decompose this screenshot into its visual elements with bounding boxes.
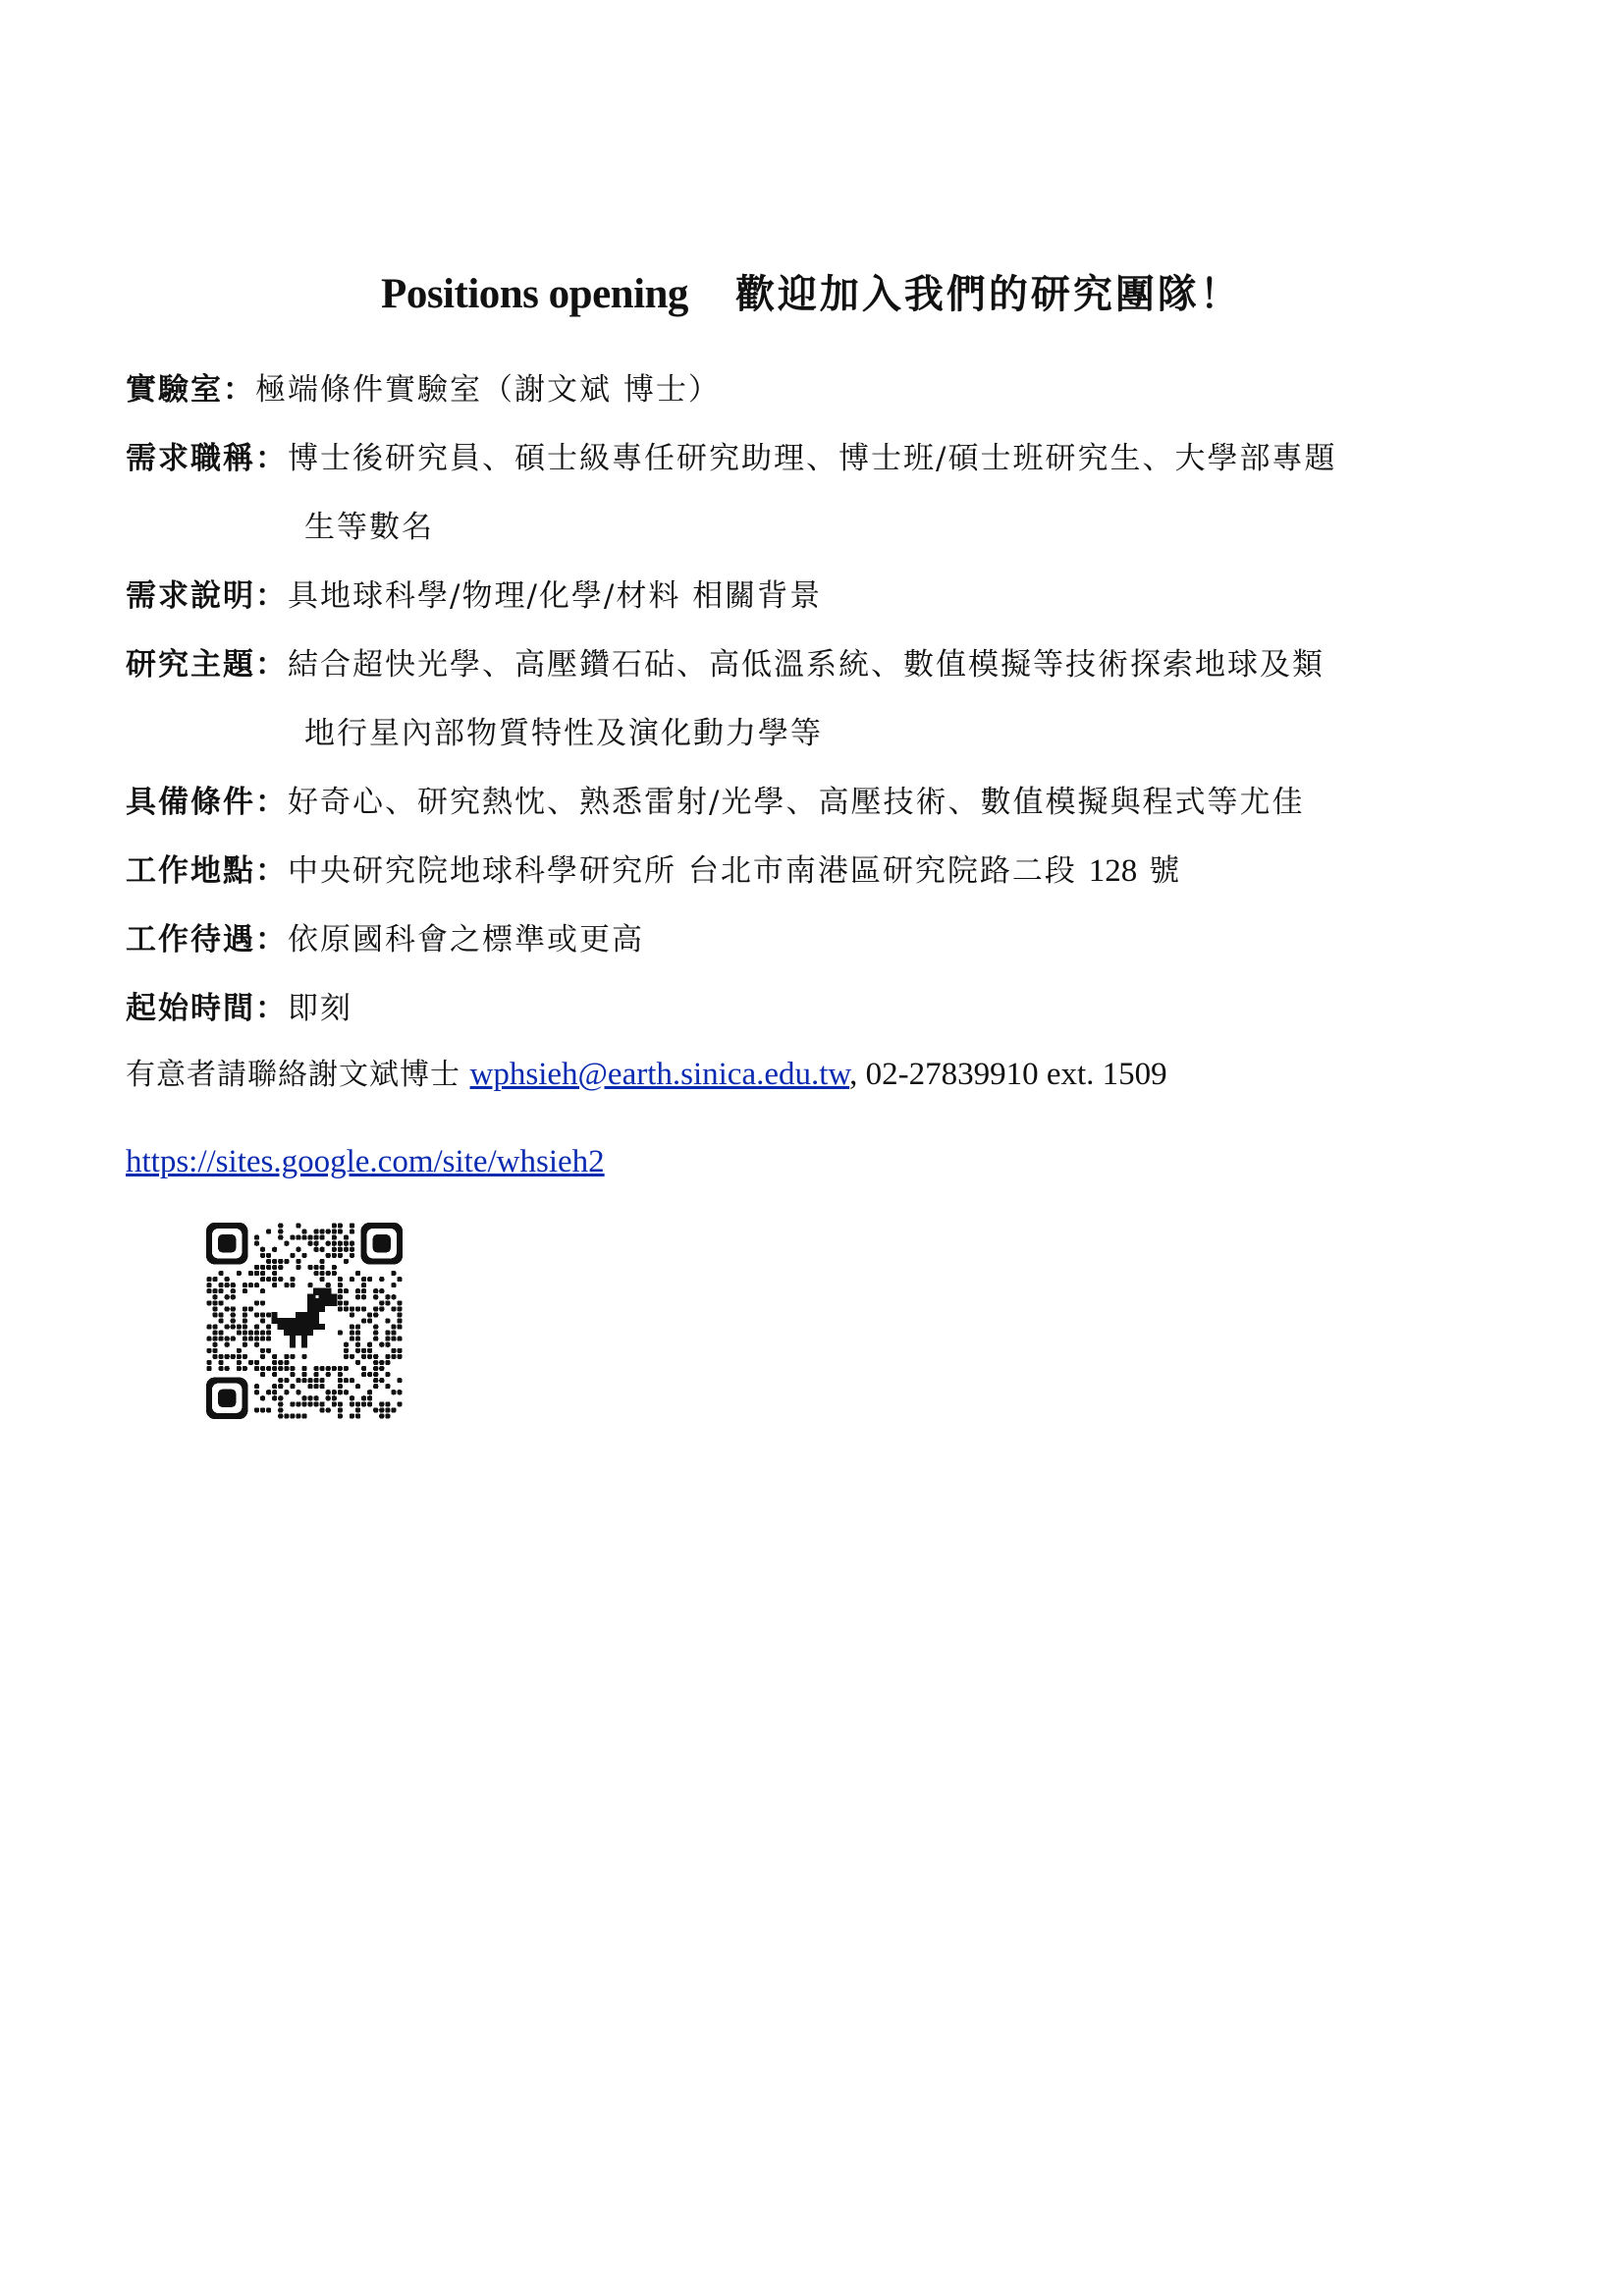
field-lab bbox=[126, 355, 721, 424]
field-value: 好奇心、研究熱忱、熟悉雷射/光學、高壓技術、數值模擬與程式等尤佳 bbox=[288, 785, 1305, 820]
qr-code-icon bbox=[206, 1223, 403, 1419]
contact-phone: , 02-27839910 ext. 1509 bbox=[849, 1057, 1167, 1092]
field-location bbox=[126, 837, 1181, 905]
field-research-topics bbox=[126, 630, 1325, 699]
field-value bbox=[288, 837, 1181, 905]
email-link[interactable]: wphsieh@earth.sinica.edu.tw bbox=[469, 1057, 850, 1092]
field-requirements bbox=[126, 562, 822, 630]
contact-prefix: 有意者請聯絡謝文斌博士 bbox=[126, 1058, 460, 1092]
field-value: 結合超快光學、高壓鑽石砧、高低溫系統、數值模擬等技術探索地球及類 bbox=[288, 647, 1325, 683]
title-chinese: 歡迎加入我們的研究團隊！ bbox=[734, 271, 1242, 317]
field-label: 起始時間： bbox=[126, 991, 288, 1026]
field-value: 依原國科會之標準或更高 bbox=[288, 922, 644, 957]
address-suffix: 號 bbox=[1149, 853, 1182, 889]
field-label: 需求職稱： bbox=[126, 441, 288, 476]
field-positions bbox=[126, 424, 1336, 493]
address-text: 中央研究院地球科學研究所 台北市南港區研究院路二段 bbox=[288, 853, 1077, 889]
field-label: 工作待遇： bbox=[126, 922, 288, 957]
website-link[interactable]: https://sites.google.com/site/whsieh2 bbox=[126, 1144, 605, 1179]
field-label: 工作地點： bbox=[126, 853, 288, 889]
title-english: Positions opening bbox=[381, 271, 688, 317]
contact-line bbox=[126, 1047, 1167, 1103]
field-value: 極端條件實驗室（謝文斌 博士） bbox=[255, 372, 721, 408]
website-line bbox=[126, 1134, 605, 1194]
field-value: 地行星內部物質特性及演化動力學等 bbox=[304, 716, 823, 751]
field-value: 即刻 bbox=[288, 991, 352, 1026]
field-start-time bbox=[126, 974, 352, 1043]
field-qualifications bbox=[126, 768, 1304, 837]
field-value: 博士後研究員、碩士級專任研究助理、博士班/碩士班研究生、大學部專題 bbox=[288, 441, 1337, 476]
page-title bbox=[0, 263, 1623, 319]
field-positions-continued bbox=[304, 493, 434, 562]
address-number: 128 bbox=[1088, 853, 1138, 889]
field-value: 生等數名 bbox=[304, 510, 434, 545]
field-label: 需求說明： bbox=[126, 578, 288, 614]
field-label: 研究主題： bbox=[126, 647, 288, 683]
field-value: 具地球科學/物理/化學/材料 相關背景 bbox=[288, 578, 823, 614]
field-research-topics-continued bbox=[304, 699, 823, 768]
field-label: 具備條件： bbox=[126, 785, 288, 820]
field-salary bbox=[126, 905, 644, 974]
field-label: 實驗室： bbox=[126, 372, 255, 408]
